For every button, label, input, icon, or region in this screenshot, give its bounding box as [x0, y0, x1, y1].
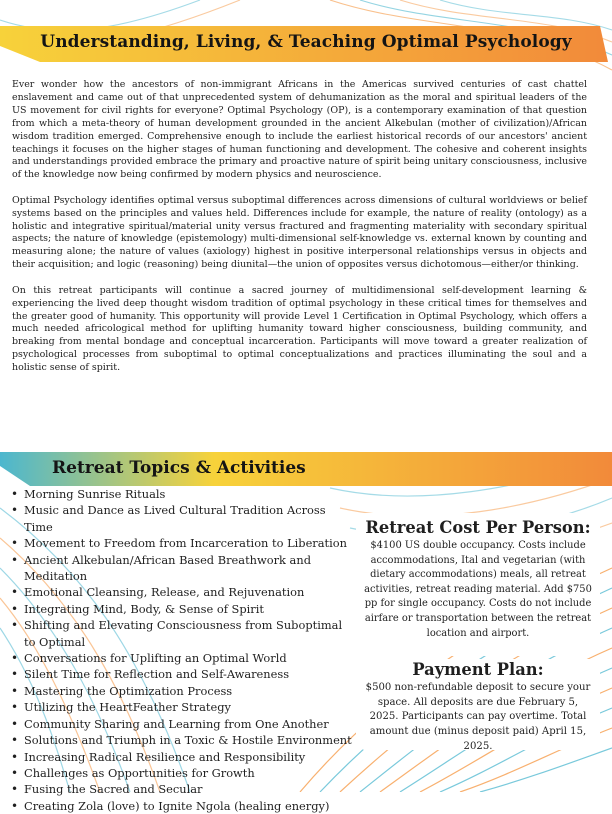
topic-item: • Community Sharing and Learning from One Another: [24, 716, 355, 732]
topics-banner: [0, 452, 612, 488]
topic-item: • Utilizing the HeartFeather Strategy: [24, 699, 355, 715]
topic-item: • Silent Time for Reflection and Self-Awareness: [24, 666, 355, 682]
intro-paragraph-1: Ever wonder how the ancestors of non-immigrant Africans in the Americas survived centuries of cast chattel enslavement and came out of that unprecedented system of dehumanization as the moral and spiritual leaders of the US movement for civil rights for everyone? Optimal Psychology (OP), is a contemporary examination of that question from which a meta-theory of human development grounded in the ancient Alkebulan (mother of civilization)/African wisdom tradition emerged. Comprehensive enough to include the earliest historical records of our ancestors' ancient teachings it focuses on the higher stages of human functioning and development. The cohesive and coherent insights and understandings provided embrace the primary and proactive nature of spirit being unitary consciousness, inclusive of the knowledge now being confirmed by modern physics and neuroscience.: [12, 79, 587, 181]
topic-item: • Integrating Mind, Body, & Sense of Spirit: [24, 601, 355, 617]
cost-box: [356, 513, 600, 656]
cost-text: $4100 US double occupancy. Costs include accommodations, Ital and vegetarian (with dietary accommodations) meals, all retreat activities, retreat reading material. Add $750 pp for single occupancy. Costs do not include airfare or transportation between the retreat location and airport.: [364, 540, 592, 639]
topics-list: [10, 486, 355, 814]
topic-item: • Emotional Cleansing, Release, and Rejuvenation: [24, 584, 355, 600]
topic-item: • Movement to Freedom from Incarceration to Liberation: [24, 535, 355, 551]
payment-text: $500 non-refundable deposit to secure your space. All deposits are due February 5, 2025. Participants can pay overtime. Total amount due (minus deposit paid) April 15, 2025.: [365, 682, 591, 752]
topic-item: • Morning Sunrise Rituals: [24, 486, 355, 502]
topic-item: • Music and Dance as Lived Cultural Tradition Across Time: [24, 502, 355, 535]
topic-item: • Creating Zola (love) to Ignite Ngola (healing energy): [24, 798, 355, 814]
topic-item: • Increasing Radical Resilience and Responsibility: [24, 749, 355, 765]
cost-title: Retreat Cost Per Person:: [365, 518, 591, 537]
intro-paragraph-3: On this retreat participants will continue a sacred journey of multidimensional self-development learning & experiencing the lived deep thought wisdom tradition of optimal psychology in these critical times for themselves and the greater good of humanity. This opportunity will provide Level 1 Certification in Optimal Psychology, which offers a much needed africological method for uplifting humanity toward higher consciousness, building community, and breaking from mental bondage and conceptual incarceration. Participants will move toward a greater realization of psychological processes from suboptimal to optimal conceptualizations and practices illuminating the soul and a holistic sense of spirit.: [12, 284, 587, 374]
intro-paragraph-2: Optimal Psychology identifies optimal versus suboptimal differences across dimensions of cultural worldviews or belief systems based on the principles and values held. Differences include for example, the nature of reality (ontology) as a holistic and integrative spiritual/material unity versus fractured and fragmenting materiality with secondary spiritual aspects; the nature of knowledge (epistemology) multi-dimensional self-knowledge vs. external known by counting and measuring alone; the nature of values (axiology) highest in positive interpersonal relationships versus in objects and their acquisition; and logic (reasoning) being diunital—the union of opposites versus dichotomous—either/or thinking.: [12, 194, 587, 271]
payment-box: [356, 659, 600, 750]
topics-list-section: [10, 486, 355, 814]
topics-title: Retreat Topics & Activities: [52, 458, 306, 478]
topic-item: • Challenges as Opportunities for Growth: [24, 765, 355, 781]
payment-title: Payment Plan:: [412, 660, 544, 679]
topic-item: • Mastering the Optimization Process: [24, 683, 355, 699]
topic-item: • Shifting and Elevating Consciousness from Suboptimal to Optimal: [24, 617, 355, 650]
intro-section: [12, 79, 587, 388]
header-banner: [0, 24, 612, 64]
topic-item: • Solutions and Triumph in a Toxic & Hostile Environment: [24, 732, 355, 748]
topic-item: • Fusing the Sacred and Secular: [24, 781, 355, 797]
page-title: Understanding, Living, & Teaching Optimal Psychology: [40, 32, 572, 52]
topic-item: • Conversations for Uplifting an Optimal World: [24, 650, 355, 666]
topic-item: • Ancient Alkebulan/African Based Breathwork and Meditation: [24, 552, 355, 585]
